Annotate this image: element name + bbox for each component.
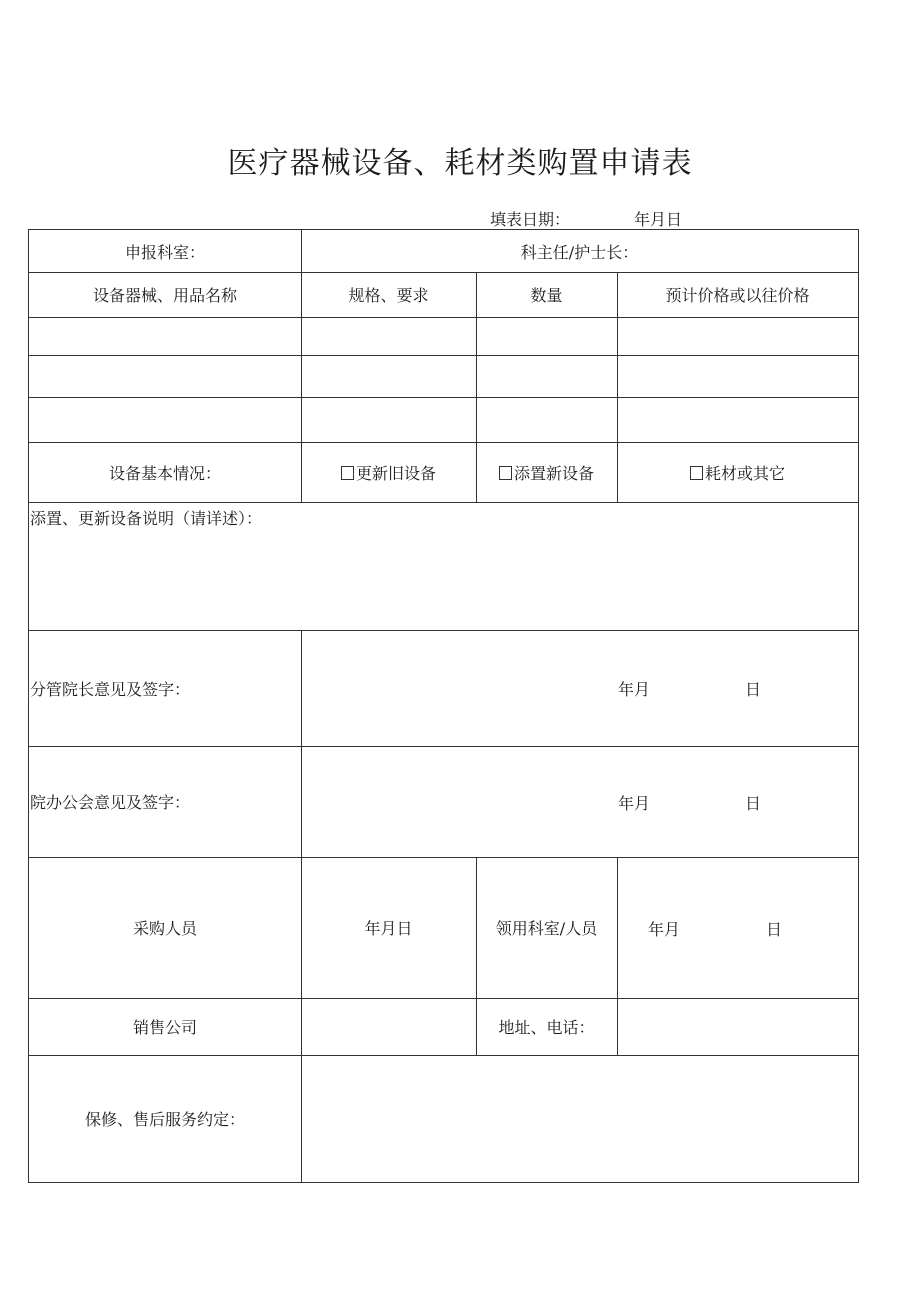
item-qty-cell[interactable] [476, 397, 617, 442]
option-consumables[interactable] [617, 442, 858, 502]
vp-opinion-label: 分管院长意见及签字： [30, 679, 191, 699]
dept-label: 申报科室： [124, 242, 205, 262]
item-name-cell[interactable] [29, 355, 301, 397]
option-consumables-label: 耗材或其它 [704, 463, 785, 483]
checkbox-add-new[interactable] [499, 466, 512, 480]
vp-opinion-day: 日 [745, 679, 762, 699]
item-qty-cell[interactable] [476, 317, 617, 355]
item-price-cell[interactable] [617, 397, 858, 442]
item-qty-cell[interactable] [476, 355, 617, 397]
receiver-label: 领用科室/人员 [495, 919, 598, 938]
vendor-company-field[interactable] [301, 998, 476, 1055]
director-label[interactable]: 科主任/护士长： [520, 242, 639, 262]
receiver-day: 日 [766, 919, 783, 939]
header-price: 预计价格或以往价格 [665, 286, 810, 305]
form-title: 医疗器械设备、耗材类购置申请表 [227, 146, 693, 181]
row-divider [29, 502, 858, 503]
vendor-contact-label: 地址、电话： [498, 1018, 595, 1037]
item-spec-cell[interactable] [301, 397, 476, 442]
buyer-label: 采购人员 [132, 919, 197, 938]
option-add-new[interactable] [476, 442, 617, 502]
header-spec: 规格、要求 [348, 286, 429, 305]
item-price-cell[interactable] [617, 317, 858, 355]
office-opinion-year-month: 年月 [618, 793, 651, 813]
header-qty: 数量 [530, 286, 563, 305]
option-replace-old-label: 更新旧设备 [355, 463, 436, 483]
explanation-field[interactable] [29, 530, 858, 630]
fill-date-value[interactable]: 年月日 [634, 210, 683, 229]
fill-date [490, 207, 683, 230]
item-name-cell[interactable] [29, 317, 301, 355]
application-form-table [28, 229, 859, 1183]
buyer-date[interactable]: 年月日 [364, 919, 413, 938]
fill-date-label: 填表日期： [490, 210, 571, 229]
vp-opinion-field[interactable] [302, 630, 858, 746]
vendor-company-label: 销售公司 [132, 1018, 197, 1037]
item-spec-cell[interactable] [301, 355, 476, 397]
office-opinion-field[interactable] [302, 746, 858, 857]
item-price-cell[interactable] [617, 355, 858, 397]
option-add-new-label: 添置新设备 [513, 463, 594, 483]
receiver-year-month[interactable]: 年月 [648, 919, 681, 939]
item-spec-cell[interactable] [301, 317, 476, 355]
header-name: 设备器械、用品名称 [92, 286, 237, 305]
vendor-contact-field[interactable] [617, 998, 858, 1055]
vp-opinion-year-month: 年月 [618, 679, 651, 699]
office-opinion-label: 院办公会意见及签字： [30, 793, 191, 812]
item-name-cell[interactable] [29, 397, 301, 442]
explanation-label: 添置、更新设备说明（请详述）： [30, 508, 263, 528]
basic-info-label: 设备基本情况： [108, 463, 221, 483]
office-opinion-day: 日 [745, 793, 762, 813]
option-replace-old[interactable] [301, 442, 476, 502]
warranty-label: 保修、售后服务约定： [84, 1110, 245, 1129]
checkbox-replace-old[interactable] [341, 466, 354, 480]
checkbox-consumables[interactable] [690, 466, 703, 480]
warranty-field[interactable] [302, 1055, 858, 1182]
